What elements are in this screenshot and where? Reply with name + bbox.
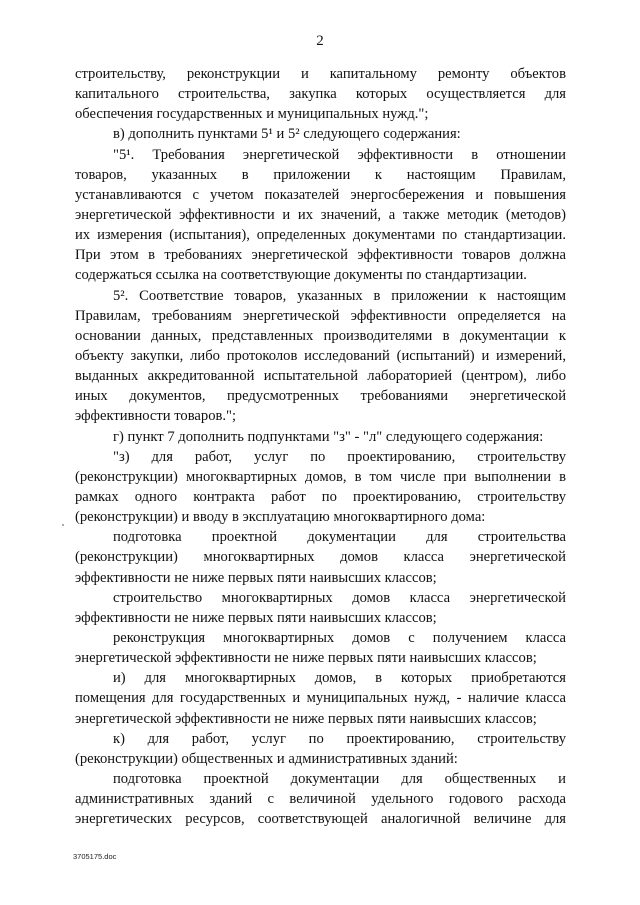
text-line: г) пункт 7 дополнить подпунктами "з" - "л" следующего содержания: [113,428,544,445]
text-line: к) для работ, услуг по проектированию, строительству [113,730,566,747]
text-line: эффективности не ниже первых пяти наивысших классов; [75,609,437,626]
page-number: 2 [316,33,324,49]
text-line: 5². Соответствие товаров, указанных в приложении к настоящим [113,287,566,304]
text-line: При этом в требованиях энергетической эффективности товаров должна [75,247,566,264]
text-line: основании данных, представленных производителями в документации к [75,327,566,344]
text-line: их измерения (испытания), определенных документами по стандартизации. [75,227,566,244]
scan-speck [62,524,64,526]
text-line: (реконструкции) многоквартирных домов класса энергетической [75,549,566,566]
text-line: рамках одного контракта работ по проектированию, строительству [75,488,566,505]
text-line: энергетических ресурсов, соответствующей аналогичной величине для [75,811,566,828]
text-line: капитального строительства, закупка которых осуществляется для [75,86,566,103]
text-line: устанавливаются с учетом показателей энергосбережения и повышения [75,186,566,203]
text-line: строительство многоквартирных домов класса энергетической [113,589,566,606]
text-line: в) дополнить пунктами 5¹ и 5² следующего содержания: [113,126,461,143]
text-line: энергетической эффективности не ниже первых пяти наивысших классов; [75,650,537,667]
text-line: (реконструкции) многоквартирных домов, в том числе при выполнении в [75,468,566,485]
text-line: товаров, указанных в приложении к настоящим Правилам, [75,166,566,183]
text-line: "з) для работ, услуг по проектированию, строительству [113,448,566,465]
text-line: объекту закупки, либо протоколов исследований (испытаний) и измерений, [75,347,566,364]
text-line: содержаться ссылка на соответствующие документы по стандартизации. [75,267,527,284]
document-body [75,64,566,829]
text-line: (реконструкции) общественных и административных зданий: [75,750,458,767]
text-line: эффективности не ниже первых пяти наивысших классов; [75,569,437,586]
text-line: подготовка проектной документации для строительства [113,529,566,546]
text-line: реконструкция многоквартирных домов с получением класса [113,629,566,646]
text-line: административных зданий с величиной удельного годового расхода [75,791,566,808]
text-line: "5¹. Требования энергетической эффективности в отношении [113,146,566,163]
text-line: помещения для государственных и муниципальных нужд, - наличие класса [75,690,566,707]
text-line: энергетической эффективности не ниже первых пяти наивысших классов; [75,710,537,727]
text-line: выданных аккредитованной испытательной лабораторией (центром), либо [75,368,566,385]
text-line: обеспечения государственных и муниципальных нужд."; [75,106,429,123]
text-line: эффективности товаров."; [75,408,237,425]
text-line: энергетической эффективности и их значений, а также методик (методов) [75,206,566,223]
text-line: строительству, реконструкции и капитальному ремонту объектов [75,66,566,82]
text-line: Правилам, требованиям энергетической эффективности определяется на [75,307,566,324]
text-line: (реконструкции) и вводу в эксплуатацию многоквартирного дома: [75,509,486,526]
text-line: подготовка проектной документации для общественных и [113,770,566,787]
footer-filename: 3705175.doc [73,852,117,861]
text-line: иных документов, предусмотренных требованиями энергетической [75,388,566,405]
text-line: и) для многоквартирных домов, в которых приобретаются [113,670,566,687]
